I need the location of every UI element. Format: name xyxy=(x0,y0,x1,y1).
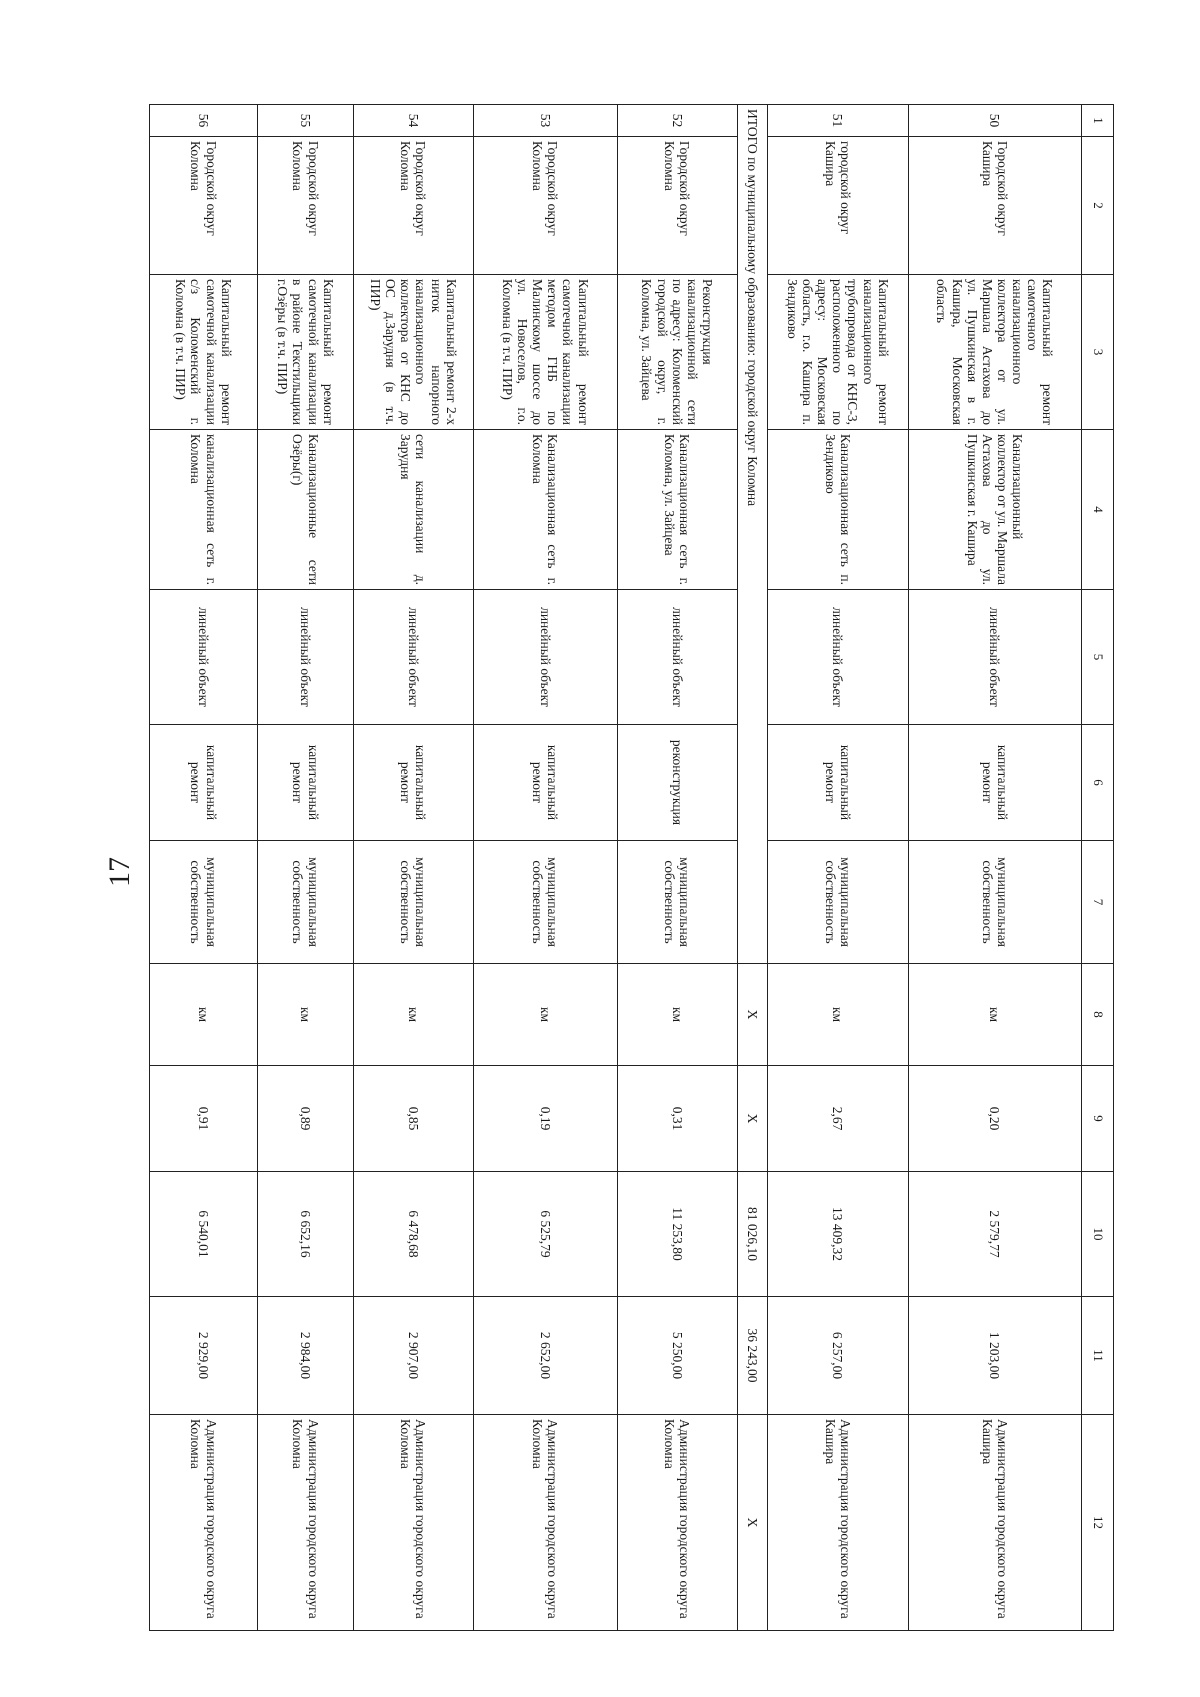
amount-cell: 2 929,00 xyxy=(150,1297,258,1415)
kind-cell: линейный объект xyxy=(473,590,617,725)
cost-cell: 6 652,16 xyxy=(257,1172,353,1297)
cost-cell: 6 540,01 xyxy=(150,1172,258,1297)
object-cell: Канализационные сети Озёры(г) xyxy=(257,430,353,590)
unit-cell: км xyxy=(353,964,473,1066)
amount-cell: 1 203,00 xyxy=(908,1297,1081,1415)
header-cell: 1 xyxy=(1081,105,1113,137)
capacity-cell: 0,31 xyxy=(617,1066,737,1172)
unit-cell: км xyxy=(150,964,258,1066)
unit-cell: км xyxy=(473,964,617,1066)
table-row xyxy=(353,105,473,1631)
work-cell: капитальный ремонт xyxy=(257,725,353,841)
ownership-cell: муниципальная собственность xyxy=(617,841,737,964)
work-cell: капитальный ремонт xyxy=(353,725,473,841)
work-cell: капитальный ремонт xyxy=(767,725,908,841)
capacity-cell: 0,19 xyxy=(473,1066,617,1172)
kind-cell: линейный объект xyxy=(353,590,473,725)
object-cell: Канализационная сеть г. Коломна xyxy=(473,430,617,590)
unit-cell: км xyxy=(767,964,908,1066)
total-label: ИТОГО по муниципальному образованию: городской округ Коломна xyxy=(737,105,767,964)
district-cell: Городской округ Коломна xyxy=(617,137,737,275)
work-cell: капитальный ремонт xyxy=(150,725,258,841)
header-row xyxy=(1081,105,1113,1631)
name-cell: Капитальный ремонт 2-х ниток напорного канализационного коллектора от КНС до ОС д.Зарудня (в т.ч. ПИР) xyxy=(353,275,473,430)
rotated-table-container xyxy=(149,104,1114,1630)
name-cell: Капитальный ремонт самотечной канализации в районе Текстильщики г.Озёры (в т.ч. ПИР) xyxy=(257,275,353,430)
row-number: 51 xyxy=(767,105,908,137)
objects-table xyxy=(149,104,1114,1631)
ownership-cell: муниципальная собственность xyxy=(353,841,473,964)
kind-cell: линейный объект xyxy=(767,590,908,725)
name-cell: Капитальный ремонт самотечного канализационного коллектора от ул. Маршала Астахова до ул. Пушкинская в г. Кашира, Московская область xyxy=(908,275,1081,430)
customer-cell: Администрация городского округа Коломна xyxy=(353,1415,473,1631)
header-cell: 6 xyxy=(1081,725,1113,841)
capacity-cell: 0,85 xyxy=(353,1066,473,1172)
object-cell: Канализационная сеть п. Зендиково xyxy=(767,430,908,590)
kind-cell: линейный объект xyxy=(617,590,737,725)
district-cell: Городской округ Кашира xyxy=(908,137,1081,275)
district-cell: Городской округ Коломна xyxy=(353,137,473,275)
capacity-cell: 0,20 xyxy=(908,1066,1081,1172)
page-number: 17 xyxy=(103,857,136,887)
amount-cell: 2 652,00 xyxy=(473,1297,617,1415)
object-cell: Канализационный коллектор от ул. Маршала Астахова до ул. Пушкинская г. Кашира xyxy=(908,430,1081,590)
customer-cell: Администрация городского округа Коломна xyxy=(617,1415,737,1631)
capacity-cell: 0,91 xyxy=(150,1066,258,1172)
name-cell: Капитальный ремонт самотечной канализации методом ГНБ по Малинскому шоссе до ул. Новоселов, г.о. Коломна (в т.ч. ПИР) xyxy=(473,275,617,430)
kind-cell: линейный объект xyxy=(257,590,353,725)
district-cell: городской округ Кашира xyxy=(767,137,908,275)
object-cell: Канализационная сеть г. Коломна, ул. Зайцева xyxy=(617,430,737,590)
table-row xyxy=(767,105,908,1631)
name-cell: Реконструкция канализационной сети по адресу: Коломенский городской округ, г. Коломна, ул. Зайцева xyxy=(617,275,737,430)
cost-cell: 6 525,79 xyxy=(473,1172,617,1297)
amount-cell: 2 907,00 xyxy=(353,1297,473,1415)
work-cell: капитальный ремонт xyxy=(908,725,1081,841)
capacity-cell: 0,89 xyxy=(257,1066,353,1172)
work-cell: капитальный ремонт xyxy=(473,725,617,841)
total-cost: 81 026,10 xyxy=(737,1172,767,1297)
unit-cell: км xyxy=(617,964,737,1066)
district-cell: Городской округ Коломна xyxy=(473,137,617,275)
kind-cell: линейный объект xyxy=(150,590,258,725)
district-cell: Городской округ Коломна xyxy=(257,137,353,275)
header-cell: 4 xyxy=(1081,430,1113,590)
ownership-cell: муниципальная собственность xyxy=(908,841,1081,964)
customer-cell: Администрация городского округа Коломна xyxy=(473,1415,617,1631)
object-cell: канализационная сеть г. Коломна xyxy=(150,430,258,590)
name-cell: Капитальный ремонт канализационного трубопровода от КНС-3, расположенного по адресу: Московская область, г.о. Кашира п. Зендиково xyxy=(767,275,908,430)
amount-cell: 2 984,00 xyxy=(257,1297,353,1415)
header-cell: 12 xyxy=(1081,1415,1113,1631)
name-cell: Капитальный ремонт самотечной канализации с/з Коломенский г. Коломна (в т.ч. ПИР) xyxy=(150,275,258,430)
table-row xyxy=(473,105,617,1631)
total-capacity: X xyxy=(737,1066,767,1172)
total-amount: 36 243,00 xyxy=(737,1297,767,1415)
amount-cell: 6 257,00 xyxy=(767,1297,908,1415)
ownership-cell: муниципальная собственность xyxy=(767,841,908,964)
header-cell: 10 xyxy=(1081,1172,1113,1297)
header-cell: 11 xyxy=(1081,1297,1113,1415)
object-cell: сети канализации д. Зарудня xyxy=(353,430,473,590)
amount-cell: 5 250,00 xyxy=(617,1297,737,1415)
capacity-cell: 2,67 xyxy=(767,1066,908,1172)
row-number: 56 xyxy=(150,105,258,137)
row-number: 50 xyxy=(908,105,1081,137)
table-row xyxy=(617,105,737,1631)
total-row xyxy=(737,105,767,1631)
row-number: 54 xyxy=(353,105,473,137)
header-cell: 2 xyxy=(1081,137,1113,275)
customer-cell: Администрация городского округа Коломна xyxy=(257,1415,353,1631)
ownership-cell: муниципальная собственность xyxy=(473,841,617,964)
district-cell: Городской округ Коломна xyxy=(150,137,258,275)
table-row xyxy=(908,105,1081,1631)
header-cell: 8 xyxy=(1081,964,1113,1066)
header-cell: 9 xyxy=(1081,1066,1113,1172)
table-row xyxy=(150,105,258,1631)
total-customer: X xyxy=(737,1415,767,1631)
customer-cell: Администрация городского округа Кашира xyxy=(908,1415,1081,1631)
work-cell: реконструкция xyxy=(617,725,737,841)
kind-cell: линейный объект xyxy=(908,590,1081,725)
customer-cell: Администрация городского округа Кашира xyxy=(767,1415,908,1631)
ownership-cell: муниципальная собственность xyxy=(150,841,258,964)
cost-cell: 6 478,68 xyxy=(353,1172,473,1297)
header-cell: 7 xyxy=(1081,841,1113,964)
cost-cell: 13 409,32 xyxy=(767,1172,908,1297)
cost-cell: 11 253,80 xyxy=(617,1172,737,1297)
row-number: 53 xyxy=(473,105,617,137)
table-row xyxy=(257,105,353,1631)
unit-cell: км xyxy=(908,964,1081,1066)
total-unit: X xyxy=(737,964,767,1066)
ownership-cell: муниципальная собственность xyxy=(257,841,353,964)
row-number: 52 xyxy=(617,105,737,137)
cost-cell: 2 579,77 xyxy=(908,1172,1081,1297)
header-cell: 5 xyxy=(1081,590,1113,725)
customer-cell: Администрация городского округа Коломна xyxy=(150,1415,258,1631)
header-cell: 3 xyxy=(1081,275,1113,430)
unit-cell: км xyxy=(257,964,353,1066)
row-number: 55 xyxy=(257,105,353,137)
